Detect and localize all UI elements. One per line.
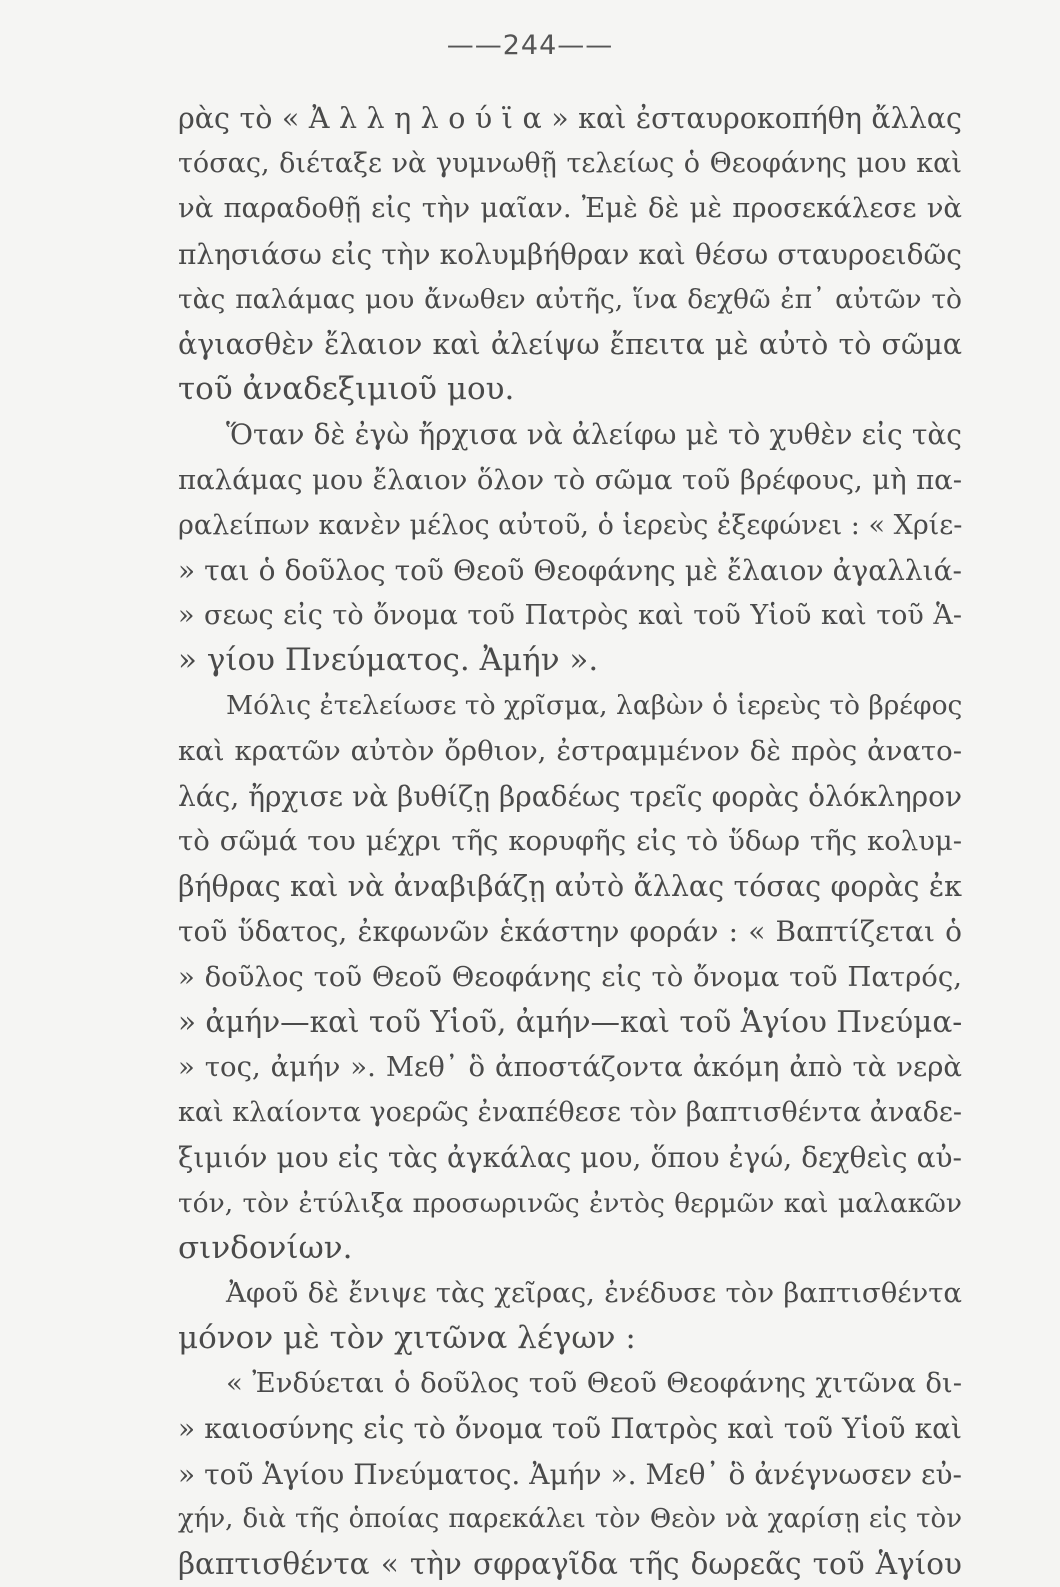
text-line: Μόλις ἐτελείωσε τὸ χρῖσμα, λαβὼν ὁ ἱερεὺς τὸ βρέφος: [226, 690, 962, 722]
text-line: Ὅταν δὲ ἐγὼ ἤρχισα νὰ ἀλείφω μὲ τὸ χυθὲν εἰς τὰς: [226, 418, 962, 452]
text-line: « Ἐνδύεται ὁ δοῦλος τοῦ Θεοῦ Θεοφάνης χιτῶνα δι-: [226, 1367, 962, 1400]
text-line: » καιοσύνης εἰς τὸ ὄνομα τοῦ Πατρὸς καὶ τοῦ Υἱοῦ καὶ: [178, 1412, 962, 1446]
text-line: μόνον μὲ τὸν χιτῶνα λέγων :: [178, 1320, 636, 1357]
text-line: τὰς παλάμας μου ἄνωθεν αὐτῆς, ἵνα δεχθῶ ἐπ᾽ αὐτῶν τὸ: [178, 283, 962, 315]
text-line: » ἀμήν—καὶ τοῦ Υἱοῦ, ἀμήν—καὶ τοῦ Ἁγίου Πνεύμα-: [178, 1004, 962, 1039]
text-line: λάς, ἤρχισε νὰ βυθίζῃ βραδέως τρεῖς φορὰς ὁλόκληρον: [178, 779, 962, 813]
text-line: νὰ παραδοθῇ εἰς τὴν μαῖαν. Ἐμὲ δὲ μὲ προσεκάλεσε νὰ: [178, 192, 962, 225]
text-line: σινδονίων.: [178, 1229, 353, 1266]
text-line: » δοῦλος τοῦ Θεοῦ Θεοφάνης εἰς τὸ ὄνομα τοῦ Πατρός,: [178, 960, 962, 993]
text-line: ραλείπων κανὲν μέλος αὐτοῦ, ὁ ἱερεὺς ἐξεφώνει : « Χρίε-: [178, 509, 962, 541]
text-line: ξιμιόν μου εἰς τὰς ἀγκάλας μου, ὅπου ἐγώ, δεχθεὶς αὐ-: [178, 1141, 962, 1175]
text-line: πλησιάσω εἰς τὴν κολυμβήθραν καὶ θέσω σταυροειδῶς: [178, 237, 962, 271]
text-line: παλάμας μου ἔλαιον ὅλον τὸ σῶμα τοῦ βρέφους, μὴ πα-: [178, 463, 962, 496]
text-line: βαπτισθέντα « τὴν σφραγῖδα τῆς δωρεᾶς τοῦ Ἁγίου: [178, 1547, 962, 1581]
text-line: χήν, διὰ τῆς ὁποίας παρεκάλει τὸν Θεὸν νὰ χαρίσῃ εἰς τὸν: [178, 1503, 962, 1534]
text-line: ρὰς τὸ « Ἀ λ λ η λ ο ύ ϊ α » καὶ ἐσταυροκοπήθη ἄλλας: [178, 102, 962, 135]
page-number: ——244——: [446, 30, 614, 61]
text-line: καὶ κλαίοντα γοερῶς ἐναπέθεσε τὸν βαπτισθέντα ἀναδε-: [178, 1097, 962, 1129]
text-line: » σεως εἰς τὸ ὄνομα τοῦ Πατρὸς καὶ τοῦ Υἱοῦ καὶ τοῦ Ἁ-: [178, 600, 962, 632]
text-line: καὶ κρατῶν αὐτὸν ὄρθιον, ἐστραμμένον δὲ πρὸς ἀνατο-: [178, 734, 962, 767]
text-line: » τοῦ Ἁγίου Πνεύματος. Ἀμήν ». Μεθ᾽ ὃ ἀνέγνωσεν εὐ-: [178, 1457, 962, 1491]
text-line: τόσας, διέταξε νὰ γυμνωθῇ τελείως ὁ Θεοφάνης μου καὶ: [178, 148, 962, 180]
text-line: βήθρας καὶ νὰ ἀναβιβάζῃ αὐτὸ ἄλλας τόσας φορὰς ἐκ: [178, 870, 962, 904]
text-line: τοῦ ὕδατος, ἐκφωνῶν ἑκάστην φοράν : « Βαπτίζεται ὁ: [178, 915, 962, 949]
text-line: ἁγιασθὲν ἔλαιον καὶ ἀλείψω ἔπειτα μὲ αὐτὸ τὸ σῶμα: [178, 327, 962, 361]
text-line: τοῦ ἀναδεξιμιοῦ μου.: [178, 371, 515, 408]
text-line: » ται ὁ δοῦλος τοῦ Θεοῦ Θεοφάνης μὲ ἔλαιον ἀγαλλιά-: [178, 553, 962, 587]
text-line: » γίου Πνεύματος. Ἀμήν ».: [178, 642, 599, 679]
text-line: τόν, τὸν ἐτύλιξα προσωρινῶς ἐντὸς θερμῶν καὶ μαλακῶν: [178, 1187, 962, 1219]
text-line: τὸ σῶμά του μέχρι τῆς κορυφῆς εἰς τὸ ὕδωρ τῆς κολυμ-: [178, 825, 962, 857]
text-line: » τος, ἀμήν ». Μεθ᾽ ὃ ἀποστάζοντα ἀκόμη ἀπὸ τὰ νερὰ: [178, 1050, 962, 1083]
body-text: [178, 96, 962, 1587]
text-line: Ἀφοῦ δὲ ἔνιψε τὰς χεῖρας, ἐνέδυσε τὸν βαπτισθέντα: [226, 1276, 962, 1309]
